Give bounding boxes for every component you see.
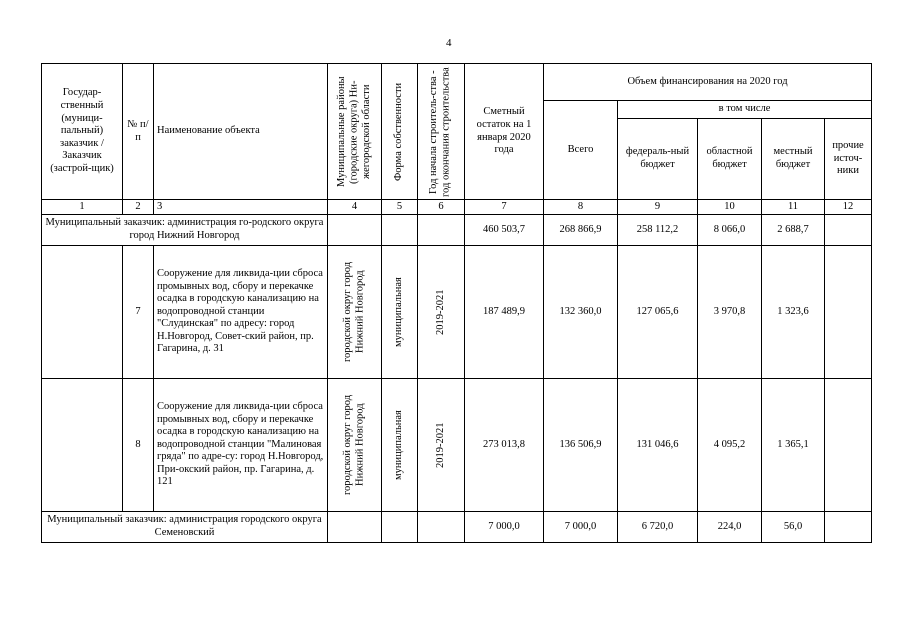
col-num: 4: [328, 200, 382, 215]
header-regional: областной бюджет: [698, 119, 762, 200]
object-num: 7: [123, 246, 154, 379]
header-districts-text: Муниципальные районы (городские округа) Ни-жегородской области: [335, 76, 372, 187]
object-district-text: городской округ город Нижний Новгород: [341, 394, 366, 496]
federal-value: 131 046,6: [618, 379, 698, 512]
other-value: [825, 512, 872, 543]
object-years: [418, 246, 465, 379]
federal-value: 6 720,0: [618, 512, 698, 543]
header-row-1: [42, 64, 872, 101]
header-remaining: Сметный остаток на 1 января 2020 года: [465, 64, 544, 200]
object-ownership: [382, 246, 418, 379]
column-numbers-row: [42, 200, 872, 215]
total-value: 7 000,0: [544, 512, 618, 543]
object-years-text: 2019-2021: [434, 422, 446, 468]
object-district-text: городской округ город Нижний Новгород: [341, 261, 366, 363]
customer-name: Муниципальный заказчик: администрация го-родского округа город Нижний Новгород: [42, 215, 328, 246]
col-num: 6: [418, 200, 465, 215]
header-years-text: Год начала строитель-ства - год окончания строительства: [428, 66, 452, 197]
other-value: [825, 246, 872, 379]
object-row: [42, 246, 872, 379]
header-other: прочие источ-ники: [825, 119, 872, 200]
header-years: [418, 64, 465, 200]
header-financing: Объем финансирования на 2020 год: [544, 64, 872, 101]
federal-value: 127 065,6: [618, 246, 698, 379]
object-district: [328, 379, 382, 512]
regional-value: 8 066,0: [698, 215, 762, 246]
col-num: 7: [465, 200, 544, 215]
remaining-value: 460 503,7: [465, 215, 544, 246]
col-num: 9: [618, 200, 698, 215]
regional-value: 224,0: [698, 512, 762, 543]
object-years: [418, 379, 465, 512]
header-ownership-text: Форма собственности: [393, 82, 405, 181]
other-value: [825, 379, 872, 512]
object-ownership: [382, 379, 418, 512]
regional-value: 3 970,8: [698, 246, 762, 379]
object-name: Сооружение для ликвида-ции сброса промывных вод, сбору и перекачке осадка в городскую канализацию на водопроводной станции "Слудинская" по адресу: город Н.Новгород, Совет-ский район, пр. Гагарина, д. 31: [154, 246, 328, 379]
page-number: 4: [446, 37, 452, 49]
customer-row: [42, 215, 872, 246]
header-total: Всего: [544, 101, 618, 200]
total-value: 136 506,9: [544, 379, 618, 512]
financing-table: [41, 63, 872, 543]
customer-row: [42, 512, 872, 543]
object-num: 8: [123, 379, 154, 512]
regional-value: 4 095,2: [698, 379, 762, 512]
col-num: 10: [698, 200, 762, 215]
object-years-text: 2019-2021: [434, 289, 446, 335]
empty-cell: [42, 246, 123, 379]
empty-cell: [382, 215, 418, 246]
empty-cell: [328, 215, 382, 246]
col-num: 12: [825, 200, 872, 215]
local-value: 56,0: [762, 512, 825, 543]
remaining-value: 187 489,9: [465, 246, 544, 379]
col-num: 5: [382, 200, 418, 215]
header-ownership: [382, 64, 418, 200]
header-num: № п/п: [123, 64, 154, 200]
local-value: 2 688,7: [762, 215, 825, 246]
empty-cell: [42, 379, 123, 512]
object-row: [42, 379, 872, 512]
header-local: местный бюджет: [762, 119, 825, 200]
empty-cell: [328, 512, 382, 543]
header-customer: Государ-ственный (муници-пальный) заказчик / Заказчик (застрой-щик): [42, 64, 123, 200]
col-num: 2: [123, 200, 154, 215]
empty-cell: [418, 215, 465, 246]
col-num: 3: [154, 200, 328, 215]
object-district: [328, 246, 382, 379]
remaining-value: 7 000,0: [465, 512, 544, 543]
header-including: в том числе: [618, 101, 872, 119]
object-ownership-text: муниципальная: [393, 277, 405, 347]
total-value: 268 866,9: [544, 215, 618, 246]
col-num: 11: [762, 200, 825, 215]
empty-cell: [382, 512, 418, 543]
customer-name: Муниципальный заказчик: администрация городского округа Семеновский: [42, 512, 328, 543]
object-name: Сооружение для ликвида-ции сброса промывных вод, сбору и перекачке осадка в городскую канализацию на водопроводной станции "Малиновая гряда" по адре-су: город Н.Новгород, При-окский район, пр. Гагарина, д. 121: [154, 379, 328, 512]
object-ownership-text: муниципальная: [393, 410, 405, 480]
local-value: 1 323,6: [762, 246, 825, 379]
total-value: 132 360,0: [544, 246, 618, 379]
federal-value: 258 112,2: [618, 215, 698, 246]
header-object-name: Наименование объекта: [154, 64, 328, 200]
empty-cell: [418, 512, 465, 543]
header-federal: федераль-ный бюджет: [618, 119, 698, 200]
other-value: [825, 215, 872, 246]
header-districts: [328, 64, 382, 200]
local-value: 1 365,1: [762, 379, 825, 512]
col-num: 8: [544, 200, 618, 215]
col-num: 1: [42, 200, 123, 215]
remaining-value: 273 013,8: [465, 379, 544, 512]
